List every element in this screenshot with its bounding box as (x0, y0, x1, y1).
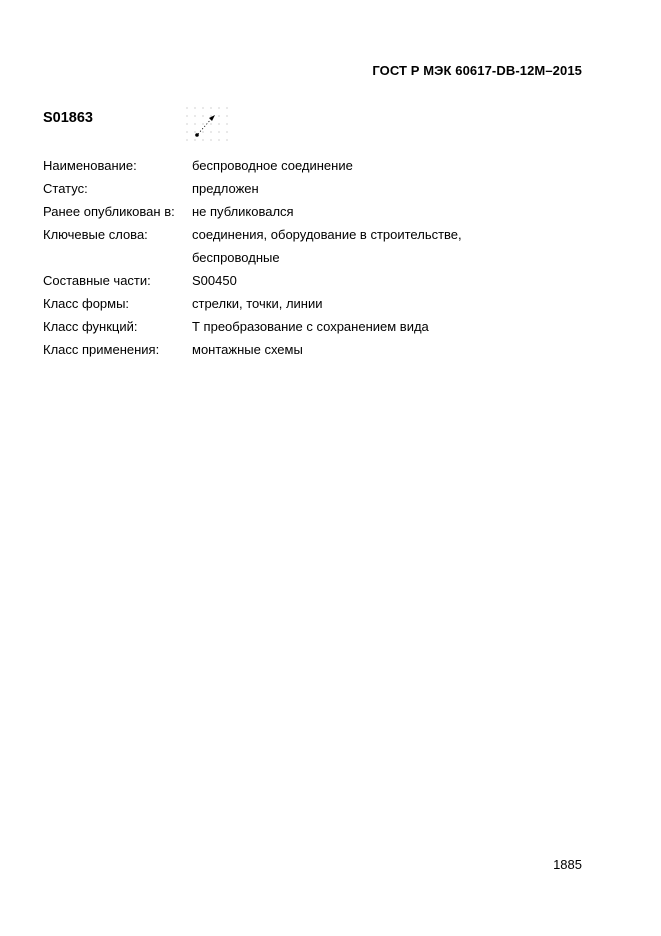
property-value: беспроводное соединение (192, 158, 353, 173)
property-label: Класс применения: (43, 342, 160, 357)
property-label: Ключевые слова: (43, 227, 148, 242)
property-row-keywords-continued (43, 246, 563, 269)
property-label: Статус: (43, 181, 88, 196)
symbol-properties (43, 154, 563, 361)
wireless-connection-symbol-icon (183, 104, 231, 151)
property-row-published (43, 200, 563, 223)
property-label: Наименование: (43, 158, 137, 173)
property-label: Класс функций: (43, 319, 138, 334)
property-value: беспроводные (192, 250, 280, 265)
property-value: S00450 (192, 273, 237, 288)
property-value: Т преобразование с сохранением вида (192, 319, 429, 334)
property-row-shape-class (43, 292, 563, 315)
property-label: Класс формы: (43, 296, 130, 311)
symbol-id: S01863 (43, 110, 93, 126)
document-header: ГОСТ Р МЭК 60617-DB-12M–2015 (372, 63, 582, 78)
property-row-name (43, 154, 563, 177)
property-row-application-class (43, 338, 563, 361)
property-row-function-class (43, 315, 563, 338)
property-label: Ранее опубликован в: (43, 204, 175, 219)
property-value: стрелки, точки, линии (192, 296, 323, 311)
property-value: предложен (192, 181, 259, 196)
property-row-status (43, 177, 563, 200)
property-label: Составные части: (43, 273, 151, 288)
property-row-components (43, 269, 563, 292)
property-row-keywords (43, 223, 563, 246)
property-label-empty (43, 246, 192, 269)
property-value: соединения, оборудование в строительстве, (192, 227, 462, 242)
property-value: не публиковался (192, 204, 294, 219)
property-value: монтажные схемы (192, 342, 303, 357)
page-number: 1885 (553, 857, 582, 872)
